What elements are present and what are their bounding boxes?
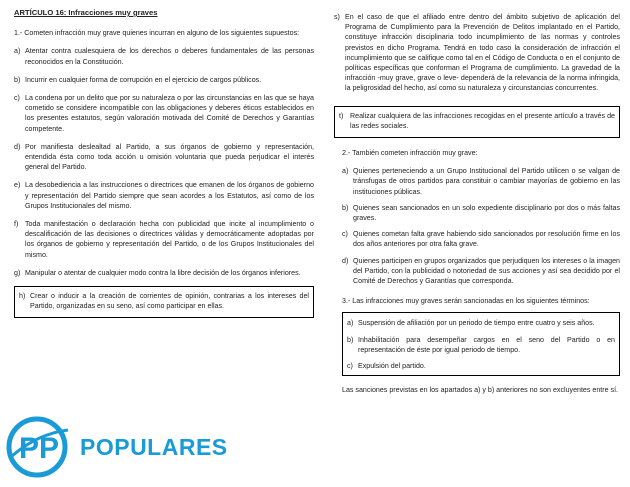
item-label: b) (342, 203, 349, 212)
item-label: b) (347, 335, 354, 344)
right-item-t-highlighted (334, 106, 620, 138)
right-column (334, 0, 620, 395)
item-label: g) (14, 268, 21, 277)
left-item-d (14, 142, 314, 173)
item-label: a) (347, 319, 354, 328)
item-text: En el caso de que el afiliado entre dentro del ámbito subjetivo de aplicación del Programa de Cumplimiento para la Prevención de Delitos implantado en el Partido, constituye infracción disciplinaria todo incumplimiento de las normas y controles previstos en dicho Programa. Tendrá en todo caso la consideración de infracción el incumplimiento que se califique como tal en el Código de Conducta o en el conjunto de políticas específicas que conforman el Programa de cumplimiento. La gravedad de la infracción -muy grave, grave o leve- dependerá de la relevancia de la norma infringida, la peligrosidad del hecho, así como su naturaleza y circunstancias concurrentes. (345, 13, 620, 93)
item-text: La condena por un delito que por su naturaleza o por las circunstancias en las que se haya cometido se considere incompatible con las obligaciones y deberes éticos establecidos en los presentes estatutos, según valoración motivada del Comité de Derechos y Garantías competente. (25, 94, 314, 133)
item-text: Quienes cometan falta grave habiendo sido sancionados por resolución firme en los dos años anteriores por otra falta grave. (353, 230, 620, 249)
item-text: Manipular o atentar de cualquier modo contra la libre decisión de los órganos inferiores. (25, 268, 301, 277)
item-text: Crear o inducir a la creación de corrientes de opinión, contrarias a los intereses del Partido, organizadas en su seno, así como participar en ellas. (30, 292, 309, 311)
item-text: La desobediencia a las instrucciones o directrices que emanen de los órganos de gobierno y representación del Partido siempre que sean acordes a los Estatutos, así como de los Grupos Institucionales del mismo. (25, 181, 314, 210)
section-3-item-c (347, 361, 615, 371)
section-3-item-a (347, 318, 615, 328)
logo-wordmark: POPULARES (80, 433, 228, 460)
pp-monogram-icon (6, 416, 72, 478)
section-3-title: 3.- Las infracciones muy graves serán sancionadas en los siguientes términos: (342, 297, 590, 306)
item-label: h) (19, 292, 26, 301)
item-label: c) (347, 362, 353, 371)
item-label: t) (339, 111, 344, 120)
item-text: Suspensión de afiliación por un periodo de tiempo entre cuatro y seis años. (358, 319, 595, 328)
item-label: b) (14, 75, 21, 84)
left-item-h-highlighted (14, 286, 314, 318)
section-2-item-a (342, 166, 620, 197)
item-label: d) (14, 142, 21, 151)
section-3-item-b (347, 335, 615, 355)
section-2-item-d (342, 256, 620, 287)
item-label: d) (342, 256, 349, 265)
section-2-item-c (342, 229, 620, 249)
section-3-box-highlighted (342, 312, 620, 376)
item-text: Por manifiesta deslealtad al Partido, a sus órganos de gobierno y representación, entendida ésta como toda acción u omisión voluntaria que pueda perjudicar el interés general del Partido. (25, 142, 314, 172)
item-label: s) (334, 13, 340, 21)
item-label: a) (342, 167, 349, 176)
article-heading: ARTÍCULO 16: Infracciones muy graves (14, 8, 158, 17)
item-text: Quienes sean sancionados en un solo expediente disciplinario por dos o más faltas graves. (353, 203, 620, 223)
item-text: Realizar cualquiera de las infracciones recogidas en el presente artículo a través de las redes sociales. (350, 111, 615, 130)
item-label: a) (14, 47, 21, 56)
left-item-a (14, 46, 314, 66)
item-label: c) (14, 94, 20, 103)
item-text: Quienes participen en grupos organizados que perjudiquen los intereses o la imagen del Partido, con la publicidad o notoriedad de sus acciones y así sea decidido por el Comité de Derechos y Garantías que corresponda. (353, 256, 620, 286)
left-item-e (14, 180, 314, 211)
article-intro: 1.- Cometen infracción muy grave quienes incurran en alguno de los siguientes supuestos: (14, 29, 300, 38)
item-text: Quienes perteneciendo a un Grupo Institucional del Partido utilicen o se valgan de tránsfugas de otros partidos para constituir o cambiar mayorías de gobierno en las instituciones públicas. (353, 167, 620, 196)
section-2-title: 2.- También cometen infracción muy grave: (342, 149, 478, 158)
right-item-s (334, 12, 620, 94)
left-item-c (14, 93, 314, 134)
populares-logo (6, 416, 236, 478)
section-2-list (342, 166, 620, 286)
item-text: Inhabilitación para desempeñar cargos en el seno del Partido o en representación de éste por igual periodo de tiempo. (358, 335, 615, 354)
item-text: Expulsión del partido. (358, 362, 426, 371)
item-label: c) (342, 230, 348, 239)
sanctions-footer-note: Las sanciones previstas en los apartados a) y b) anteriores no son excluyentes entre sí. (342, 386, 619, 395)
left-item-f (14, 219, 314, 260)
logo-monogram-text: PP (18, 432, 60, 465)
section-2-item-b (342, 203, 620, 223)
left-column (14, 0, 314, 318)
left-item-g (14, 268, 314, 278)
item-label: f) (14, 220, 19, 229)
item-label: e) (14, 181, 21, 190)
left-item-b (14, 75, 314, 85)
item-text: Incurrir en cualquier forma de corrupción en el ejercicio de cargos públicos. (25, 75, 262, 84)
item-text: Atentar contra cualesquiera de los derechos o deberes fundamentales de las personas reconocidos en la Constitución. (25, 47, 314, 66)
item-text: Toda manifestación o declaración hecha con publicidad que incite al incumplimiento o descalificación de las decisiones o directrices válidas y democráticamente adoptadas por los órganos de gobierno y representación del Partido, o de los Grupos Institucionales del mismo. (25, 220, 314, 259)
